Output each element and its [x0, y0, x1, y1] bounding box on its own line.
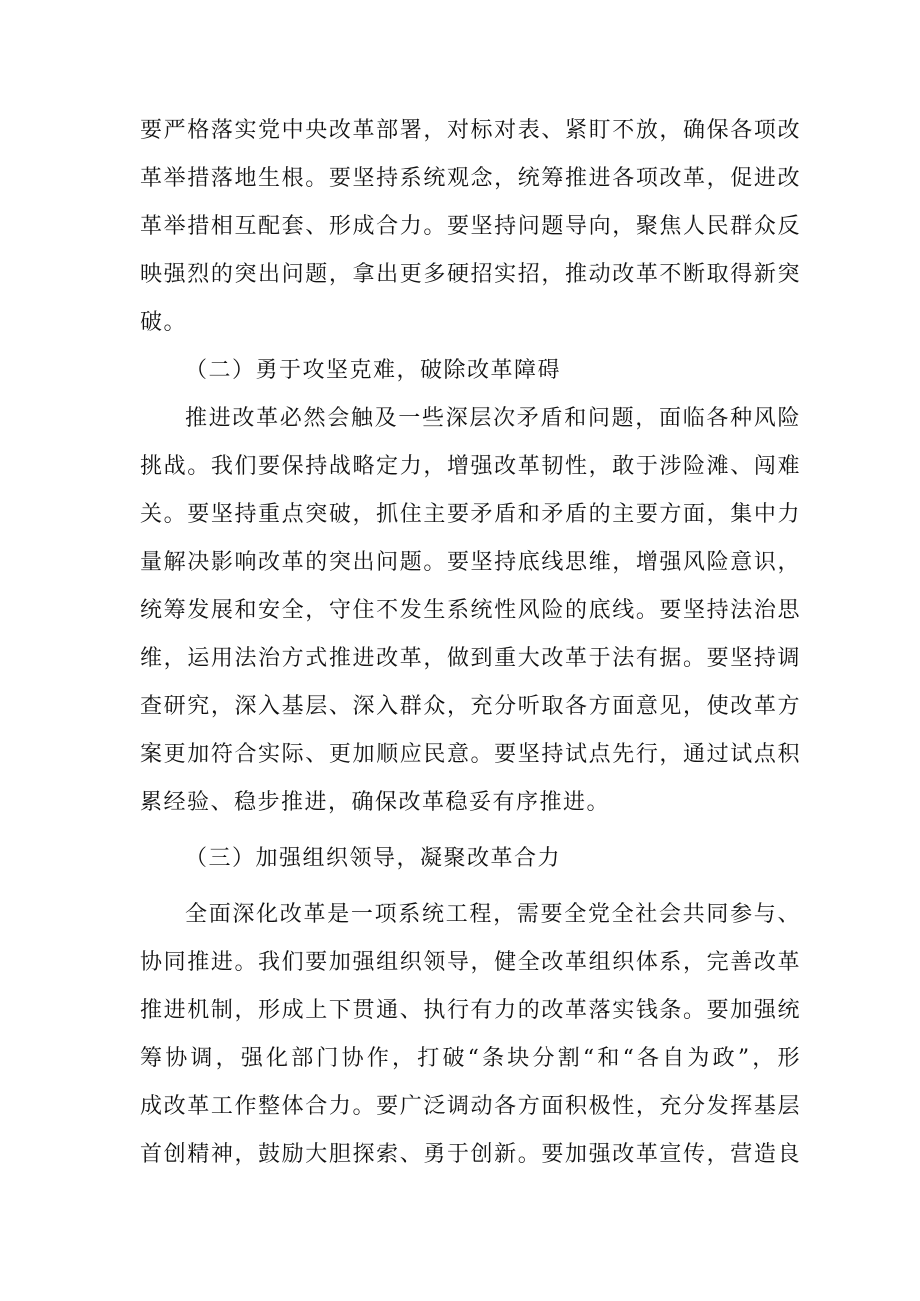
paragraph-line: 案更加符合实际、更加顺应民意。要坚持试点先行，通过试点积: [140, 742, 800, 767]
paragraph-line: 成改革工作整体合力。要广泛调动各方面积极性，充分发挥基层: [140, 1094, 800, 1119]
paragraph-line: 破。: [140, 310, 188, 335]
paragraph-line: 挑战。我们要保持战略定力，增强改革韧性，敢于涉险滩、闯难: [140, 454, 800, 479]
paragraph-line: 累经验、稳步推进，确保改革稳妥有序推进。: [140, 790, 611, 815]
paragraph-line: 维，运用法治方式推进改革，做到重大改革于法有据。要坚持调: [140, 646, 800, 671]
paragraph-line: 关。要坚持重点突破，抓住主要矛盾和矛盾的主要方面，集中力: [140, 502, 800, 527]
paragraph-line: 协同推进。我们要加强组织领导，健全改革组织体系，完善改革: [140, 950, 800, 975]
paragraph-line: 筹协调，强化部门协作，打破“条块分割“和“各自为政”，形: [140, 1046, 800, 1071]
paragraph-line: 革举措相互配套、形成合力。要坚持问题导向，聚焦人民群众反: [140, 214, 800, 239]
paragraph-line: 全面深化改革是一项系统工程，需要全党全社会共同参与、: [185, 902, 800, 927]
paragraph-line: 要严格落实党中央改革部署，对标对表、紧盯不放，确保各项改: [140, 118, 800, 143]
paragraph-line: 推进改革必然会触及一些深层次矛盾和问题，面临各种风险: [185, 406, 800, 431]
paragraph-line: 首创精神，鼓励大胆探索、勇于创新。要加强改革宣传，营造良: [140, 1142, 800, 1167]
paragraph-line: 映强烈的突出问题，拿出更多硬招实招，推动改革不断取得新突: [140, 262, 800, 287]
paragraph-line: 统筹发展和安全，守住不发生系统性风险的底线。要坚持法治思: [140, 598, 800, 623]
paragraph-line: 推进机制，形成上下贯通、执行有力的改革落实钱条。要加强统: [140, 998, 800, 1023]
paragraph-line: 查研究，深入基层、深入群众，充分听取各方面意见，使改革方: [140, 694, 800, 719]
paragraph-line: 革举措落地生根。要坚持系统观念，统筹推进各项改革，促进改: [140, 166, 800, 191]
section-heading: （三）加强组织领导，凝聚改革合力: [185, 846, 562, 871]
paragraph-line: 量解决影响改革的突出问题。要坚持底线思维，增强风险意识，: [140, 550, 800, 575]
section-heading: （二）勇于攻坚克难，破除改革障碍: [185, 358, 562, 383]
